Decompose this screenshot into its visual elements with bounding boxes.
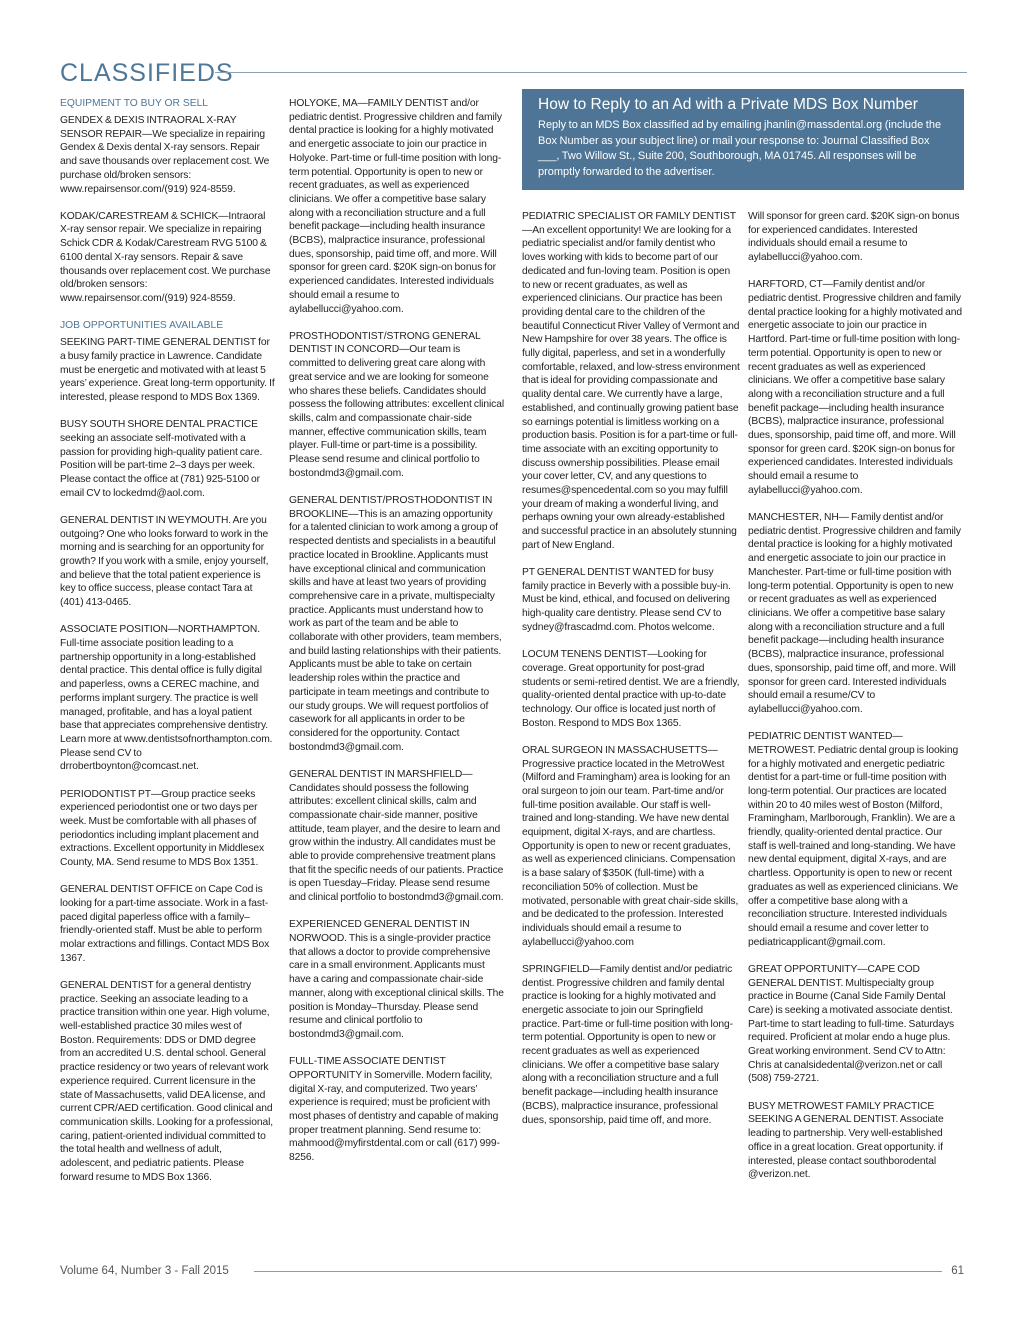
classified-ad: PROSTHODONTIST/STRONG GENERAL DENTIST IN CONCORD—Our team is committed to delivering great care along with great service and we are looking for someone who shares these beliefs. Candidates should possess the following attributes: excellent clinical skills, calm and compassionate chair-side manner, effective communication skills, team player. Full-time or part-time is a possibility. Please send resume and clinical portfolio to bostondmd3@gmail.com.: [289, 330, 505, 479]
job-ads-column-1: [60, 336, 275, 1184]
job-ads-column-2: [289, 97, 504, 1165]
classified-ad: ORAL SURGEON IN MASSACHUSETTS—Progressive practice located in the MetroWest (Milford and Framingham) area is looking for an oral surgeon to join our team. Part-time and/or full-time position available. Our staff is well-trained and long-standing. We have new dental equipment, digital X-rays, and are chartless. Opportunity is open to new or recent graduates, as well as experienced clinicians. Compensation is a base salary of $350K (full-time) with a reconciliation 50% of collection. Must be motivated, personable with great chair-side skills, and be dedicated to the profession. Interested individuals should email a resume to aylabellucci@yahoo.com: [522, 744, 739, 948]
classified-ad: FULL-TIME ASSOCIATE DENTIST OPPORTUNITY in Somerville. Modern facility, digital X-ray, and computerized. Two years’ experience is required; must be proficient with most phases of dentistry and capable of making proper treatment planning. Send resume to: mahmood@myfirstdental.com or call (617) 999-8256.: [289, 1056, 500, 1164]
classified-ad: HOLYOKE, MA—FAMILY DENTIST and/or pediatric dentist. Progressive children and family dental practice is looking for a highly motivated and energetic associate to join our practice in Holyoke. Part-time or full-time position with long-term potential. Opportunity is open to new or recent graduates, as well as experienced clinicians. We offer a competitive base salary along with a reconciliation structure and a full benefit package—including health insurance (BCBS), malpractice insurance, professional dues, sponsorship, paid time off, and more. Will sponsor for green card. $20K sign-on bonus for experienced candidates. Interested individuals should email a resume to aylabellucci@yahoo.com.: [289, 98, 502, 315]
column-1: [60, 97, 275, 1198]
page-number: 61: [951, 1265, 964, 1277]
column-3: [522, 210, 740, 1141]
classified-ad: SPRINGFIELD—Family dentist and/or pediatric dentist. Progressive children and family dental practice is looking for a highly motivated and energetic associate to join our Springfield practice. Part-time or full-time position with long-term potential. Opportunity is open to new or recent graduates as well as experienced clinicians. We offer a competitive base salary along with a reconciliation structure and a full benefit package—including health insurance (BCBS), malpractice insurance, professional dues, sponsorship, paid time off, and more.: [522, 963, 733, 1126]
classified-ad: PEDIATRIC SPECIALIST OR FAMILY DENTIST—An excellent opportunity! We are looking for a pediatric specialist and/or family dentist who loves working with kids to become part of our dedicated and fun-loving team. Position is open to new or recent graduates, as well as experienced clinicians. Our practice has been providing dental care to the children of the beautiful Connecticut River Valley of Vermont and New Hampshire for over 38 years. The office is fully digital, paperless, and set in a wonderfully comfortable, relaxed, and low-stress environment that is ideal for providing compassionate and quality dental care. We currently have a large, established, and continually growing patient base so earnings potential is limitless working on a production basis. Position is for a part-time or full-time associate with an exciting opportunity to discuss ownership possibilities. Please email your cover letter, CV, and any questions to resumes@spencedental.com so you may fulfill your dream of making a wonderful living, and perhaps owning your own already-established and successful practice in an absolutely stunning part of New England.: [522, 211, 740, 551]
classified-ad: PERIODONTIST PT—Group practice seeks experienced periodontist one or two days per week. Must be comfortable with all phases of periodontics including implant placement and extractions. Excellent opportunity in Middlesex County, MA. Send resume to MDS Box 1351.: [60, 788, 265, 869]
title-rule: [215, 72, 967, 73]
classified-ad: PT GENERAL DENTIST WANTED for busy family practice in Beverly with a possible buy-in. Must be kind, ethical, and focused on delivering high-quality care dentistry. Please send CV to sydney@frascadmd.com. Photos welcome.: [522, 567, 731, 633]
classified-ad: GREAT OPPORTUNITY—CAPE COD GENERAL DENTIST. Multispecialty group practice in Bourne (Canal Side Family Dental Care) is seeking a motivated associate dentist. Part-time to start leading to full-time. Saturdays required. Proficient at molar endo a huge plus. Great working environment. Send CV to Attn: Chris at canalsidedental@verizon.net or call (508) 759-2721.: [748, 963, 955, 1085]
classified-ad: GENERAL DENTIST/PROSTHODONTIST IN BROOKLINE—This is an amazing opportunity for a talented clinician to work among a group of respected dentists and specialists in a beautiful practice located in Brookline. Applicants must have exceptional clinical and communication skills and have at least two years of providing comprehensive care in a private, multispecialty practice. Applicants must understand how to work as part of the team and be able to collaborate with other providers, team members, and build lasting relationships with their patients. Applicants must be able to take on certain leadership roles within the practice and participate in team meetings and contribute to our study groups. We will request portfolios of casework for all applicants in order to be considered for the opportunity. Contact bostondmd3@gmail.com.: [289, 494, 502, 753]
page-title: CLASSIFIEDS: [60, 59, 234, 87]
page-footer: [60, 1263, 964, 1279]
footer-rule: [254, 1271, 942, 1272]
classified-ad: KODAK/CARESTREAM & SCHICK—Intraoral X-ray sensor repair. We specialize in repairing Schick CDR & Kodak/Carestream RVG 5100 & 6100 dental X-ray sensors. Repair & save thousands over replacement cost. We purchase old/broken sensors: www.repairsensor.com/(919) 924-8559.: [60, 210, 271, 304]
section-heading-equipment: EQUIPMENT TO BUY OR SELL: [60, 98, 209, 109]
reply-box-title: How to Reply to an Ad with a Private MDS Box Number: [538, 96, 918, 113]
classified-ad: GENDEX & DEXIS INTRAORAL X-RAY SENSOR REPAIR—We specialize in repairing Gendex & Dexis dental X-ray sensors. Repair and save thousands over replacement cost. We purchase old/broken sensors: www.repairsensor.com/(919) 924-8559.: [60, 115, 270, 195]
reply-instructions-box: [522, 89, 964, 190]
classified-ad: Will sponsor for green card. $20K sign-on bonus for experienced candidates. Interested individuals should email a resume to aylabellucci@yahoo.com.: [748, 211, 960, 264]
classified-ad: HARFTORD, CT—Family dentist and/or pediatric dentist. Progressive children and family dental practice looking for a highly motivated and energetic associate to join our practice in Hartford. Part-time or full-time position with long-term potential. Opportunity is open to new or recent graduates as well as experienced clinicians. We offer a competitive base salary along with a reconciliation structure and a full benefit package—including health insurance (BCBS), malpractice insurance, professional dues, sponsorship, paid time off, and more. Will sponsor for green card. $20K sign-on bonus for experienced candidates. Interested individuals should email a resume to aylabellucci@yahoo.com.: [748, 279, 963, 496]
reply-box-body: Reply to an MDS Box classified ad by emailing jhanlin@massdental.org (include the Box Number as your subject line) or mail your response to: Journal Classified Box ___, Two Willow St., Suite 200, Southborough, MA 01745. All responses will be promptly forwarded to the advertiser.: [538, 119, 942, 178]
issue-label: Volume 64, Number 3 - Fall 2015: [60, 1265, 229, 1277]
column-2: [289, 97, 504, 1178]
classified-ad: GENERAL DENTIST IN MARSHFIELD—Candidates should possess the following attributes: excellent clinical skills, calm and compassionate chair-side manner, positive attitude, team player, and the desire to learn and grow within the industry. All candidates must be able to provide comprehensive treatment plans that fit the specific needs of our patients. Practice is open Tuesday–Friday. Please send resume and clinical portfolio to bostondmd3@gmail.com.: [289, 768, 504, 904]
classified-ad: PEDIATRIC DENTIST WANTED—METROWEST. Pediatric dental group is looking for a highly motivated and energetic pediatric dentist for a part-time or full-time position with long-term potential. Our practices are located within 20 to 40 miles west of Boston (Milford, Framingham, Marlborough, Franklin). We are a friendly, quality-oriented dental practice. Our staff is well-trained and long-standing. We have new dental equipment, digital X-rays, and are chartless. Opportunity is open to new or recent graduates as well as experienced clinicians. We offer a competitive base along with a reconciliation structure. Interested individuals should email a resume and cover letter to pediatricapplicant@gmail.com.: [748, 731, 959, 948]
classified-ad: GENERAL DENTIST for a general dentistry practice. Seeking an associate leading to a practice transition within one year. High volume, well-established practice 30 miles west of Boston. Requirements: DDS or DMD degree from an accredited U.S. dental school. General practice residency or two years of relevant work experience required. Current licensure in the state of Massachusetts, valid DEA license, and current CPR/AED certification. Good clinical and communication skills. Looking for a professional, caring, patient-oriented individual committed to the total health and wellness of adult, adolescent, and pediatric patients. Please forward resume to MDS Box 1366.: [60, 979, 274, 1183]
equipment-ads: [60, 114, 275, 306]
classified-ad: GENERAL DENTIST OFFICE on Cape Cod is looking for a part-time associate. Work in a fast-paced digital paperless office with a family–friendly-oriented staff. Must be able to perform molar extractions and fillings. Contact MDS Box 1367.: [60, 884, 270, 964]
page-header: [60, 58, 967, 88]
classified-ad: LOCUM TENENS DENTIST—Looking for coverage. Great opportunity for post-grad students or semi-retired dentist. We are a friendly, quality-oriented dental practice with up-to-date technology. Our office is located just north of Boston. Respond to MDS Box 1365.: [522, 649, 740, 729]
classified-ad: BUSY METROWEST FAMILY PRACTICE SEEKING A GENERAL DENTIST. Associate leading to partnership. Very well-established office in a great location. Great opportunity. if interested, please contact southborodental @verizon.net.: [748, 1100, 944, 1181]
column-4: [748, 210, 963, 1195]
classified-ad: MANCHESTER, NH— Family dentist and/or pediatric dentist. Progressive children and family dental practice is looking for a highly motivated and energetic associate to join our practice in Manchester. Part-time or full-time position with long-term potential. Opportunity is open to new or recent graduates as well as experienced clinicians. We offer a competitive base salary along with a reconciliation structure and a full benefit package—including health insurance (BCBS), malpractice insurance, professional dues, sponsorship, paid time off, and more. Will sponsor for green card. Interested individuals should email a resume/CV to aylabellucci@yahoo.com.: [748, 512, 961, 715]
classified-ad: SEEKING PART-TIME GENERAL DENTIST for a busy family practice in Lawrence. Candidate must be energetic and motivated with at least 5 years’ experience. Great long-term opportunity. If interested, please respond to MDS Box 1369.: [60, 337, 275, 403]
classified-ad: GENERAL DENTIST IN WEYMOUTH. Are you outgoing? One who looks forward to work in the morning and is searching for an opportunity for growth? If you work with a smile, enjoy yourself, and believe that the total patient experience is key to office success, please contact Tara at (401) 413-0465.: [60, 514, 269, 609]
classified-ad: ASSOCIATE POSITION—NORTHAMPTON. Full-time associate position leading to a partnership opportunity in a long-established dental practice. This dental office is fully digital and paperless, owns a CEREC machine, and performs implant surgery. The practice is well managed, profitable, and has a loyal patient base that appreciates comprehensive dentistry. Learn more at www.dentistsofnorthampton.com. Please send CV to drrobertboynton@comcast.net.: [60, 624, 273, 773]
classified-ad: BUSY SOUTH SHORE DENTAL PRACTICE seeking an associate self-motivated with a passion for providing high-quality patient care. Position will be part-time 2–3 days per week. Please contact the office at (781) 925-5100 or email CV to lockedmd@aol.com.: [60, 419, 263, 499]
job-ads-column-4: [748, 210, 963, 1182]
classified-ad: EXPERIENCED GENERAL DENTIST IN NORWOOD. This is a single-provider practice that allows a doctor to provide comprehensive care in a small environment. Applicants must have a caring and compassionate chair-side manner, along with exceptional clinical skills. The position is Monday–Thursday. Please send resume and clinical portfolio to bostondmd3@gmail.com.: [289, 919, 504, 1040]
section-heading-jobs: JOB OPPORTUNITIES AVAILABLE: [60, 320, 224, 332]
job-ads-column-3: [522, 210, 740, 1127]
